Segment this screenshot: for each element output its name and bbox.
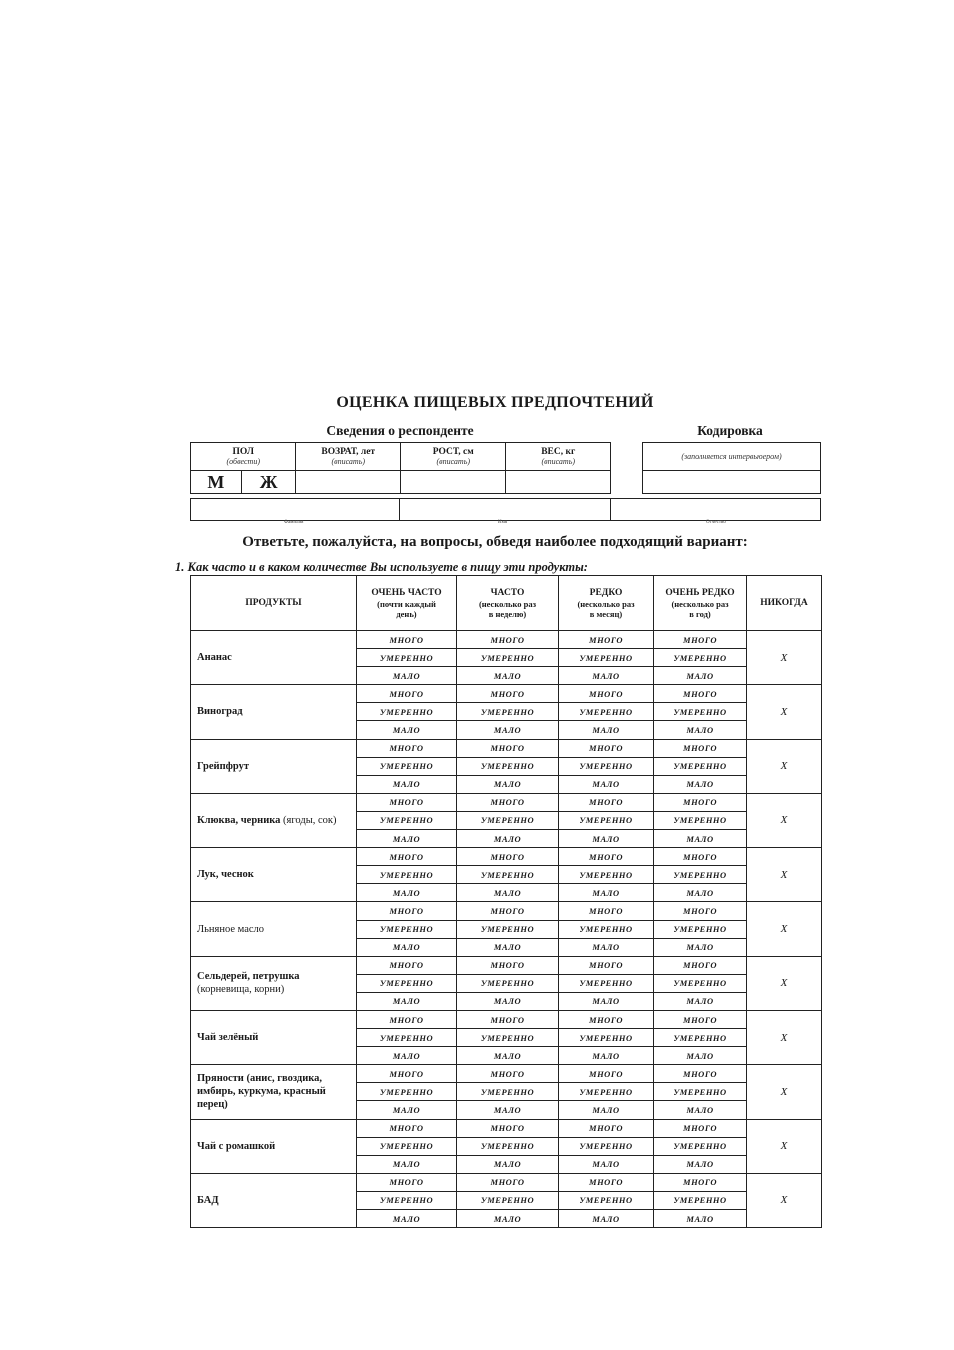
respondent-table (190, 442, 611, 494)
age-header (296, 443, 401, 471)
product-name: Чай зелёный (197, 1032, 259, 1044)
option-very-often[interactable]: МАЛО (357, 1210, 457, 1228)
header-very-often-label: ОЧЕНЬ ЧАСТО (371, 587, 442, 598)
height-label: РОСТ, см (432, 447, 474, 457)
option-often[interactable]: МНОГО (457, 685, 559, 703)
option-often[interactable]: МНОГО (457, 956, 559, 974)
header-products: ПРОДУКТЫ (191, 576, 357, 631)
option-very-rarely[interactable]: УМЕРЕННО (654, 649, 747, 667)
option-very-rarely[interactable]: МАЛО (654, 938, 747, 956)
page-title: ОЦЕНКА ПИЩЕВЫХ ПРЕДПОЧТЕНИЙ (336, 394, 654, 411)
option-rarely[interactable]: МНОГО (559, 739, 654, 757)
product-note: (ягоды, сок) (283, 814, 337, 826)
product-name-cell (191, 1119, 357, 1173)
option-very-often[interactable]: МНОГО (357, 793, 457, 811)
product-name: Виноград (197, 706, 243, 718)
option-very-rarely[interactable]: УМЕРЕННО (654, 1137, 747, 1155)
option-often[interactable]: МНОГО (457, 739, 559, 757)
product-name: Лук, чеснок (197, 869, 254, 881)
coding-table (642, 442, 821, 494)
option-often[interactable]: МАЛО (457, 938, 559, 956)
option-rarely[interactable]: УМЕРЕННО (559, 1029, 654, 1047)
header-often-label: ЧАСТО (490, 587, 525, 598)
option-very-often[interactable]: МАЛО (357, 1155, 457, 1173)
option-rarely[interactable]: МАЛО (559, 992, 654, 1010)
option-never[interactable]: Х (747, 1173, 822, 1227)
option-often[interactable]: МАЛО (457, 884, 559, 902)
header-often-note1: (несколько раз (478, 598, 537, 609)
option-very-rarely[interactable]: МНОГО (654, 739, 747, 757)
first-name-field[interactable] (400, 499, 610, 521)
option-very-rarely[interactable]: МАЛО (654, 667, 747, 685)
option-often[interactable]: МАЛО (457, 1155, 559, 1173)
option-very-rarely[interactable]: МНОГО (654, 1010, 747, 1028)
option-often[interactable]: УМЕРЕННО (457, 1137, 559, 1155)
option-often[interactable]: УМЕРЕННО (457, 811, 559, 829)
option-very-often[interactable]: МАЛО (357, 992, 457, 1010)
product-name: Ананас (197, 652, 232, 664)
header-often-note2: в неделю) (488, 608, 527, 619)
option-often[interactable]: МНОГО (457, 1065, 559, 1083)
option-rarely[interactable]: УМЕРЕННО (559, 1191, 654, 1209)
product-name: Чай с ромашкой (197, 1140, 276, 1152)
age-label: ВОЗРАТ, лет (321, 447, 376, 457)
option-often[interactable]: МНОГО (457, 902, 559, 920)
option-very-rarely[interactable]: МНОГО (654, 631, 747, 649)
respondent-heading: Сведения о респонденте (326, 423, 474, 438)
option-rarely[interactable]: УМЕРЕННО (559, 703, 654, 721)
patronymic-field[interactable] (610, 499, 820, 521)
surname-field[interactable] (191, 499, 400, 521)
option-very-rarely[interactable]: МАЛО (654, 992, 747, 1010)
option-often[interactable]: УМЕРЕННО (457, 1029, 559, 1047)
header-very-often (357, 576, 457, 631)
option-very-often[interactable]: МАЛО (357, 721, 457, 739)
header-very-rarely-note1: (несколько раз (671, 598, 729, 609)
product-name: БАД (197, 1194, 219, 1206)
product-name-cell (191, 739, 357, 793)
option-rarely[interactable]: УМЕРЕННО (559, 757, 654, 775)
option-very-often[interactable]: УМЕРЕННО (357, 920, 457, 938)
height-field[interactable] (401, 471, 506, 494)
option-rarely[interactable]: УМЕРЕННО (559, 920, 654, 938)
food-frequency-table (190, 575, 822, 1228)
option-very-rarely[interactable]: УМЕРЕННО (654, 974, 747, 992)
question-text: 1. Как часто и в каком количестве Вы используете в пищу эти продукты: (175, 560, 588, 574)
option-often[interactable]: МАЛО (457, 775, 559, 793)
option-very-often[interactable]: УМЕРЕННО (357, 1029, 457, 1047)
option-never[interactable]: Х (747, 739, 822, 793)
option-never[interactable]: Х (747, 956, 822, 1010)
product-name-cell (191, 1173, 357, 1227)
option-often[interactable]: МАЛО (457, 830, 559, 848)
header-often (457, 576, 559, 631)
header-rarely-note1: (несколько раз (577, 598, 635, 609)
weight-header (506, 443, 611, 471)
table-row (191, 848, 822, 866)
option-very-often[interactable]: УМЕРЕННО (357, 974, 457, 992)
option-very-rarely[interactable]: МНОГО (654, 1173, 747, 1191)
option-very-rarely[interactable]: МНОГО (654, 685, 747, 703)
table-row (191, 956, 822, 974)
coding-heading: Кодировка (697, 423, 763, 438)
option-rarely[interactable]: МНОГО (559, 793, 654, 811)
option-very-often[interactable]: УМЕРЕННО (357, 649, 457, 667)
option-very-often[interactable]: МАЛО (357, 830, 457, 848)
option-very-rarely[interactable]: МНОГО (654, 1119, 747, 1137)
option-often[interactable]: МНОГО (457, 1173, 559, 1191)
option-never[interactable]: Х (747, 848, 822, 902)
option-rarely[interactable]: МАЛО (559, 721, 654, 739)
option-very-rarely[interactable]: МНОГО (654, 902, 747, 920)
option-often[interactable]: УМЕРЕННО (457, 649, 559, 667)
product-name: Пряности (анис, гвоздика, имбирь, куркума, красный перец) (197, 1073, 326, 1111)
option-often[interactable]: МНОГО (457, 793, 559, 811)
option-very-often[interactable]: МНОГО (357, 739, 457, 757)
product-name-cell (191, 956, 357, 1010)
height-hint: (вписать) (436, 457, 471, 466)
option-rarely[interactable]: МАЛО (559, 667, 654, 685)
option-very-rarely[interactable]: МАЛО (654, 775, 747, 793)
product-name: Клюква, черника (197, 814, 281, 826)
option-very-often[interactable]: МАЛО (357, 1047, 457, 1065)
option-rarely[interactable]: МНОГО (559, 956, 654, 974)
option-very-often[interactable]: УМЕРЕННО (357, 1083, 457, 1101)
option-very-rarely[interactable]: УМЕРЕННО (654, 703, 747, 721)
age-hint: (вписать) (331, 457, 366, 466)
option-often[interactable]: МНОГО (457, 1010, 559, 1028)
table-row (191, 685, 822, 703)
product-name-cell (191, 793, 357, 847)
option-never[interactable]: Х (747, 1119, 822, 1173)
height-header (401, 443, 506, 471)
option-rarely[interactable]: УМЕРЕННО (559, 974, 654, 992)
option-very-often[interactable]: МАЛО (357, 938, 457, 956)
first-name-label: Имя (498, 520, 508, 525)
option-never[interactable]: Х (747, 1010, 822, 1064)
option-very-rarely[interactable]: УМЕРЕННО (654, 811, 747, 829)
sex-hint: (обвести) (226, 457, 260, 466)
option-rarely[interactable]: УМЕРЕННО (559, 866, 654, 884)
option-very-often[interactable]: УМЕРЕННО (357, 703, 457, 721)
option-rarely[interactable]: МАЛО (559, 775, 654, 793)
header-never: НИКОГДА (747, 576, 822, 631)
option-often[interactable]: МАЛО (457, 1210, 559, 1228)
product-name-cell (191, 631, 357, 685)
option-very-rarely[interactable]: МАЛО (654, 1047, 747, 1065)
weight-label: ВЕС, кг (541, 447, 576, 457)
table-row (191, 902, 822, 920)
option-rarely[interactable]: МАЛО (559, 1210, 654, 1228)
weight-hint: (вписать) (541, 457, 576, 466)
product-name: Грейпфрут (197, 760, 249, 772)
product-note: (корневища, корни) (197, 984, 285, 996)
table-row (191, 1119, 822, 1137)
option-very-rarely[interactable]: УМЕРЕННО (654, 1191, 747, 1209)
sex-header (191, 443, 296, 471)
option-very-rarely[interactable]: УМЕРЕННО (654, 1029, 747, 1047)
option-often[interactable]: МАЛО (457, 1101, 559, 1119)
sex-male-option[interactable]: М (191, 471, 242, 494)
option-often[interactable]: МАЛО (457, 667, 559, 685)
option-rarely[interactable]: МНОГО (559, 1119, 654, 1137)
sex-label: ПОЛ (232, 447, 254, 457)
option-never[interactable]: Х (747, 1065, 822, 1119)
surname-label: Фамилия (284, 520, 304, 525)
option-very-often[interactable]: МАЛО (357, 1101, 457, 1119)
option-rarely[interactable]: УМЕРЕННО (559, 811, 654, 829)
option-very-often[interactable]: МНОГО (357, 902, 457, 920)
option-very-often[interactable]: МНОГО (357, 1173, 457, 1191)
coding-hint: (заполняется интервьюером) (681, 452, 782, 461)
option-very-often[interactable]: УМЕРЕННО (357, 1191, 457, 1209)
option-often[interactable]: УМЕРЕННО (457, 1191, 559, 1209)
option-very-often[interactable]: МНОГО (357, 631, 457, 649)
option-very-often[interactable]: МНОГО (357, 1119, 457, 1137)
option-very-often[interactable]: УМЕРЕННО (357, 811, 457, 829)
header-very-rarely-note2: в год) (689, 608, 711, 619)
option-never[interactable]: Х (747, 685, 822, 739)
option-very-often[interactable]: МНОГО (357, 1065, 457, 1083)
option-rarely[interactable]: МАЛО (559, 1155, 654, 1173)
option-very-rarely[interactable]: МАЛО (654, 830, 747, 848)
product-name-cell (191, 685, 357, 739)
option-very-rarely[interactable]: УМЕРЕННО (654, 866, 747, 884)
option-very-often[interactable]: УМЕРЕННО (357, 1137, 457, 1155)
option-rarely[interactable]: МАЛО (559, 884, 654, 902)
option-very-often[interactable]: МНОГО (357, 1010, 457, 1028)
header-very-often-note2: день) (396, 608, 417, 619)
option-often[interactable]: МНОГО (457, 848, 559, 866)
table-row (191, 1173, 822, 1191)
option-often[interactable]: УМЕРЕННО (457, 974, 559, 992)
option-very-often[interactable]: МАЛО (357, 775, 457, 793)
name-table (190, 498, 821, 521)
option-rarely[interactable]: МНОГО (559, 1065, 654, 1083)
patronymic-label: Отчество (706, 520, 726, 525)
option-often[interactable]: МНОГО (457, 631, 559, 649)
instruction-text: Ответьте, пожалуйста, на вопросы, обведя наиболее подходящий вариант: (242, 534, 748, 550)
option-never[interactable]: Х (747, 902, 822, 956)
option-very-rarely[interactable]: МНОГО (654, 793, 747, 811)
header-very-rarely (654, 576, 747, 631)
option-rarely[interactable]: МАЛО (559, 830, 654, 848)
option-never[interactable]: Х (747, 793, 822, 847)
product-name-cell (191, 1065, 357, 1119)
option-rarely[interactable]: МНОГО (559, 631, 654, 649)
option-rarely[interactable]: МНОГО (559, 1173, 654, 1191)
product-name-cell (191, 1010, 357, 1064)
option-rarely[interactable]: МАЛО (559, 938, 654, 956)
option-very-often[interactable]: УМЕРЕННО (357, 866, 457, 884)
coding-header (643, 443, 821, 471)
product-note: Льняное масло (197, 923, 265, 935)
option-often[interactable]: УМЕРЕННО (457, 920, 559, 938)
option-often[interactable]: УМЕРЕННО (457, 866, 559, 884)
table-row (191, 1010, 822, 1028)
option-very-rarely[interactable]: МНОГО (654, 956, 747, 974)
header-rarely-note2: в месяц) (589, 608, 623, 619)
option-very-often[interactable]: МАЛО (357, 884, 457, 902)
option-rarely[interactable]: МНОГО (559, 848, 654, 866)
table-row (191, 739, 822, 757)
option-very-rarely[interactable]: МАЛО (654, 884, 747, 902)
option-very-rarely[interactable]: УМЕРЕННО (654, 757, 747, 775)
header-rarely-label: РЕДКО (589, 587, 623, 598)
header-very-often-note1: (почти каждый (377, 598, 436, 609)
header-very-rarely-label: ОЧЕНЬ РЕДКО (665, 587, 735, 598)
option-very-often[interactable]: МНОГО (357, 848, 457, 866)
option-very-rarely[interactable]: МАЛО (654, 1210, 747, 1228)
option-often[interactable]: МАЛО (457, 721, 559, 739)
option-often[interactable]: УМЕРЕННО (457, 703, 559, 721)
option-often[interactable]: МАЛО (457, 992, 559, 1010)
option-very-often[interactable]: УМЕРЕННО (357, 757, 457, 775)
product-name-cell (191, 902, 357, 956)
table-row (191, 631, 822, 649)
weight-field[interactable] (506, 471, 611, 494)
option-often[interactable]: МАЛО (457, 1047, 559, 1065)
product-name-cell (191, 848, 357, 902)
product-name: Сельдерей, петрушка (197, 971, 300, 983)
option-rarely[interactable]: МНОГО (559, 1010, 654, 1028)
option-rarely[interactable]: МАЛО (559, 1047, 654, 1065)
table-body (191, 631, 822, 1228)
option-very-often[interactable]: МАЛО (357, 667, 457, 685)
option-often[interactable]: УМЕРЕННО (457, 757, 559, 775)
option-very-rarely[interactable]: МАЛО (654, 1101, 747, 1119)
option-rarely[interactable]: МНОГО (559, 902, 654, 920)
header-rarely (559, 576, 654, 631)
option-never[interactable]: Х (747, 631, 822, 685)
option-very-often[interactable]: МНОГО (357, 956, 457, 974)
option-rarely[interactable]: УМЕРЕННО (559, 1083, 654, 1101)
option-rarely[interactable]: УМЕРЕННО (559, 649, 654, 667)
table-row (191, 793, 822, 811)
option-very-rarely[interactable]: УМЕРЕННО (654, 1083, 747, 1101)
option-often[interactable]: МНОГО (457, 1119, 559, 1137)
age-field[interactable] (296, 471, 401, 494)
option-rarely[interactable]: МАЛО (559, 1101, 654, 1119)
option-very-rarely[interactable]: МАЛО (654, 721, 747, 739)
table-row (191, 1065, 822, 1083)
option-very-often[interactable]: МНОГО (357, 685, 457, 703)
option-rarely[interactable]: МНОГО (559, 685, 654, 703)
option-often[interactable]: УМЕРЕННО (457, 1083, 559, 1101)
option-very-rarely[interactable]: УМЕРЕННО (654, 920, 747, 938)
option-very-rarely[interactable]: МНОГО (654, 848, 747, 866)
option-rarely[interactable]: УМЕРЕННО (559, 1137, 654, 1155)
sex-female-option[interactable]: Ж (241, 471, 296, 494)
option-very-rarely[interactable]: МАЛО (654, 1155, 747, 1173)
coding-field[interactable] (643, 471, 821, 494)
option-very-rarely[interactable]: МНОГО (654, 1065, 747, 1083)
